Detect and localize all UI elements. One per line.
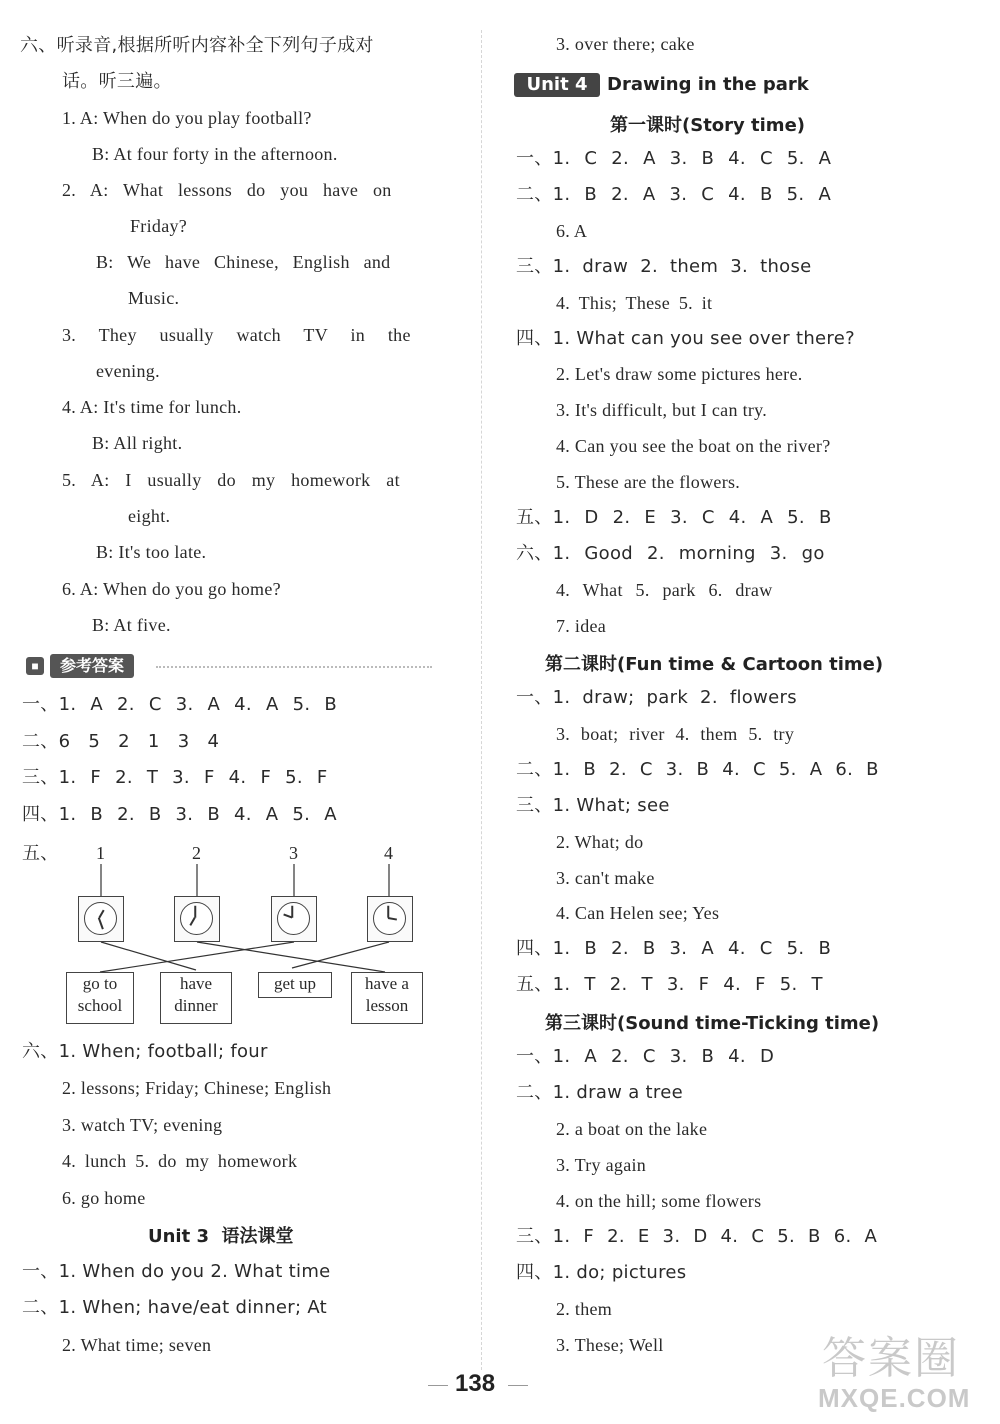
answer-line: 一、1. When do you 2. What time <box>22 1261 331 1282</box>
clock-icon <box>78 896 124 942</box>
answer-line: 3. Try again <box>556 1155 647 1175</box>
dialog-line: B: At four forty in the afternoon. <box>92 144 338 164</box>
dialog-line: 4. A: It's time for lunch. <box>62 397 242 417</box>
answer-line: 6. go home <box>62 1188 146 1208</box>
answer-line: 3. over there; cake <box>556 34 695 54</box>
answer-line: 4. lunch 5. do my homework <box>62 1151 298 1171</box>
answers-badge <box>26 654 134 678</box>
answer-line: 2. lessons; Friday; Chinese; English <box>62 1078 332 1098</box>
answer-line: 3. can't make <box>556 868 655 888</box>
answer-line: 四、1. B 2. B 3. B 4. A 5. A <box>22 804 337 825</box>
dialog-line: Friday? <box>130 216 188 236</box>
clock-icon <box>271 896 317 942</box>
answer-line: 6. A <box>556 221 588 241</box>
dialog-line: B: At five. <box>92 615 171 635</box>
answer-key-icon: ■ <box>26 657 44 675</box>
watermark-url: MXQE.COM <box>818 1383 971 1413</box>
clock-number: 4 <box>384 843 393 863</box>
answers-divider <box>156 666 432 668</box>
answer-line: 3. watch TV; evening <box>62 1115 223 1135</box>
section-6-title: 六、听录音,根据所听内容补全下列句子成对 <box>20 35 374 56</box>
answer-line: 3. These; Well <box>556 1335 664 1355</box>
page-number: 138 <box>455 1370 496 1397</box>
answer-line: 4. What 5. park 6. draw <box>556 580 773 600</box>
answer-line: 二、1. draw a tree <box>516 1082 683 1103</box>
answer-line: 一、1. C 2. A 3. B 4. C 5. A <box>516 148 832 169</box>
answer-line: 一、1. draw; park 2. flowers <box>516 687 797 708</box>
answer-line: 四、1. do; pictures <box>516 1262 687 1283</box>
answer-line: 二、6 5 2 1 3 4 <box>22 731 220 752</box>
answer-line: 二、1. When; have/eat dinner; At <box>22 1297 328 1318</box>
answer-line: 四、1. B 2. B 3. A 4. C 5. B <box>516 938 832 959</box>
answer-line: 3. It's difficult, but I can try. <box>556 400 768 420</box>
clock-icon <box>367 896 413 942</box>
answer-line: 2. a boat on the lake <box>556 1119 708 1139</box>
watermark-logo: 答案圈 <box>822 1333 960 1384</box>
clock-icon <box>174 896 220 942</box>
answer-line: 一、1. A 2. C 3. B 4. D <box>516 1046 775 1067</box>
dialog-line: 1. A: When do you play football? <box>62 108 312 128</box>
answer-line: 2. What time; seven <box>62 1335 212 1355</box>
unit3-heading: Unit 3 语法课堂 <box>148 1226 294 1247</box>
unit4-badge: Unit 4 <box>514 73 600 97</box>
answer-line: 2. them <box>556 1299 613 1319</box>
dialog-line: Music. <box>128 288 180 308</box>
option-have-a-lesson: have a lesson <box>351 972 423 1024</box>
answer-line: 五、1. T 2. T 3. F 4. F 5. T <box>516 974 823 995</box>
answer-line: 五、1. D 2. E 3. C 4. A 5. B <box>516 507 832 528</box>
clock-number: 3 <box>289 843 298 863</box>
answer-line: 三、1. What; see <box>516 795 670 816</box>
dialog-line: 6. A: When do you go home? <box>62 579 281 599</box>
dialog-line: B: It's too late. <box>96 542 207 562</box>
answer-line: 三、1. F 2. E 3. D 4. C 5. B 6. A <box>516 1226 878 1247</box>
option-go-to-school: go to school <box>66 972 134 1024</box>
answer-line: 4. Can you see the boat on the river? <box>556 436 831 456</box>
dialog-line: 5. A: I usually do my homework at <box>62 470 400 490</box>
answer-line: 二、1. B 2. A 3. C 4. B 5. A <box>516 184 832 205</box>
column-divider <box>481 30 482 1370</box>
answer-line: 3. boat; river 4. them 5. try <box>556 724 795 744</box>
answers-label: 参考答案 <box>50 654 134 678</box>
clock-number: 1 <box>96 843 105 863</box>
answer-line: 四、1. What can you see over there? <box>516 328 855 349</box>
answer-line: 4. on the hill; some flowers <box>556 1191 762 1211</box>
page-number-rule <box>508 1385 528 1386</box>
dialog-line: 2. A: What lessons do you have on <box>62 180 392 200</box>
answer-line: 4. This; These 5. it <box>556 293 713 313</box>
answer-line: 二、1. B 2. C 3. B 4. C 5. A 6. B <box>516 759 879 780</box>
answer-line: 2. What; do <box>556 832 644 852</box>
lesson1-heading: 第一课时(Story time) <box>610 115 806 136</box>
clock-number: 2 <box>192 843 201 863</box>
answer-line: 六、1. When; football; four <box>22 1041 268 1062</box>
unit4-title: Drawing in the park <box>607 74 809 95</box>
answer-line: 五、 <box>22 843 59 864</box>
option-have-dinner: have dinner <box>160 972 232 1024</box>
answer-line: 4. Can Helen see; Yes <box>556 903 720 923</box>
answer-line: 7. idea <box>556 616 607 636</box>
answer-line: 三、1. draw 2. them 3. those <box>516 256 812 277</box>
lesson3-heading: 第三课时(Sound time-Ticking time) <box>545 1013 880 1034</box>
dialog-line: 3. They usually watch TV in the <box>62 325 411 345</box>
option-get-up: get up <box>258 972 332 998</box>
page-number-rule <box>428 1385 448 1386</box>
dialog-line: B: We have Chinese, English and <box>96 252 391 272</box>
answer-line: 三、1. F 2. T 3. F 4. F 5. F <box>22 767 328 788</box>
lesson2-heading: 第二课时(Fun time & Cartoon time) <box>545 654 884 675</box>
section-6-title-cont: 话。听三遍。 <box>62 71 172 92</box>
answer-line: 5. These are the flowers. <box>556 472 741 492</box>
answer-line: 一、1. A 2. C 3. A 4. A 5. B <box>22 694 338 715</box>
dialog-line: eight. <box>128 506 171 526</box>
dialog-line: evening. <box>96 361 160 381</box>
dialog-line: B: All right. <box>92 433 183 453</box>
answer-line: 2. Let's draw some pictures here. <box>556 364 803 384</box>
answer-line: 六、1. Good 2. morning 3. go <box>516 543 825 564</box>
